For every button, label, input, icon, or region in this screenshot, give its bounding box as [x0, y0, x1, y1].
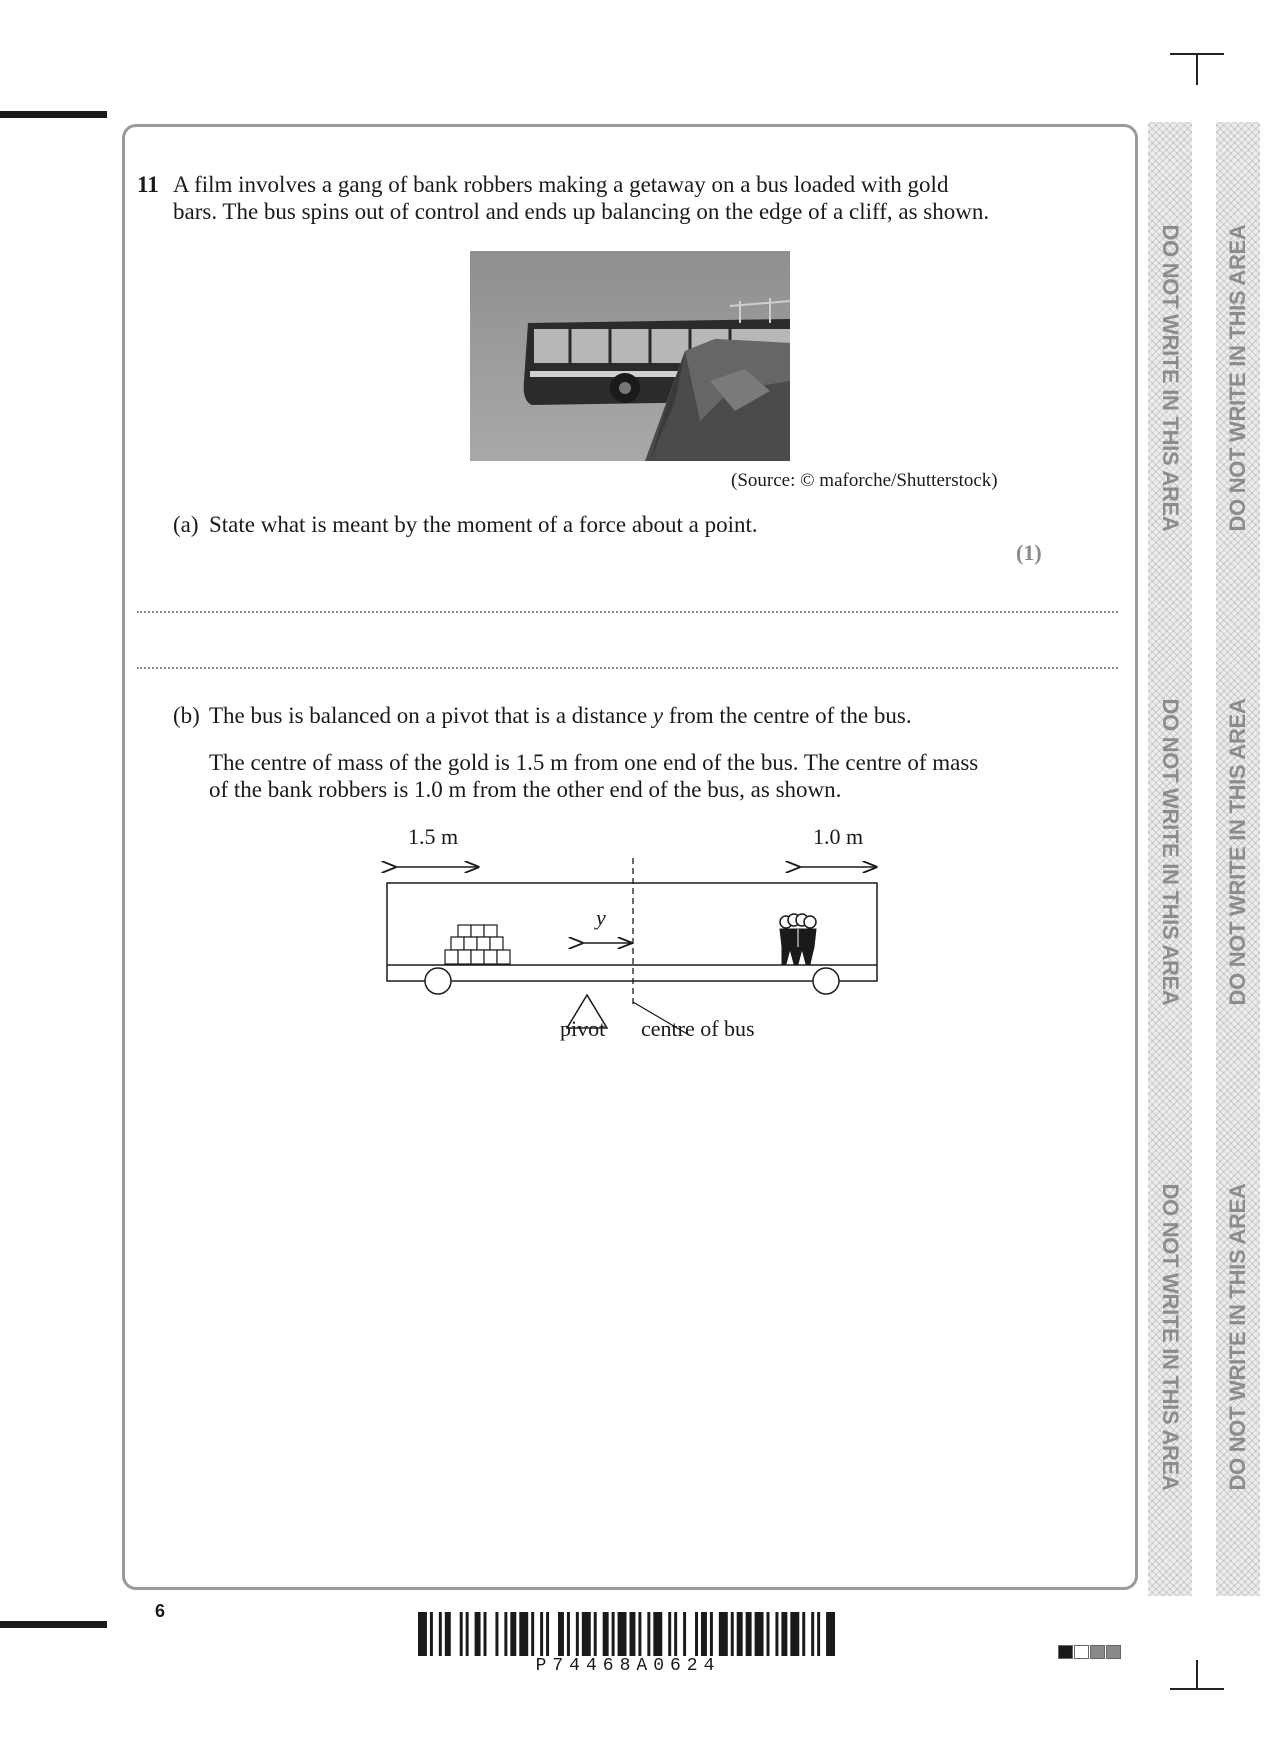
side-warning: DO NOT WRITE IN THIS AREA: [1225, 224, 1250, 532]
barcode-bar: [558, 1612, 564, 1656]
side-warning: DO NOT WRITE IN THIS AREA: [1158, 698, 1183, 1006]
part-b-para-line2: of the bank robbers is 1.0 m from the other end of the bus, as shown.: [209, 777, 842, 802]
barcode-bar: [576, 1612, 579, 1656]
barcode-bar: [629, 1612, 635, 1656]
wheel-right: [813, 968, 839, 994]
barcode-bar: [781, 1612, 787, 1656]
side-warning: DO NOT WRITE IN THIS AREA: [1158, 224, 1183, 532]
answer-line[interactable]: [137, 667, 1118, 669]
side-warning: DO NOT WRITE IN THIS AREA: [1158, 1183, 1183, 1491]
barcode-bar: [746, 1612, 752, 1656]
barcode-bar: [594, 1612, 597, 1656]
barcode-bar: [710, 1612, 713, 1656]
barcode-bar: [546, 1612, 549, 1656]
y-label: y: [596, 905, 606, 930]
margin-tab-top: [0, 111, 107, 118]
barcode-bar: [826, 1612, 835, 1656]
gold-bars: [445, 925, 510, 964]
barcode-bar: [811, 1612, 814, 1656]
crop-mark: [1196, 1660, 1198, 1690]
barcode-bar: [695, 1612, 698, 1656]
crop-mark: [1196, 53, 1198, 85]
part-b-variable: y: [652, 703, 664, 728]
barcode-bar: [418, 1612, 427, 1656]
barcode-bar: [767, 1612, 770, 1656]
barcode-bar: [701, 1612, 707, 1656]
barcode-bar: [531, 1612, 534, 1656]
barcode-bar: [504, 1612, 507, 1656]
barcode-bar: [802, 1612, 805, 1656]
barcode-bar: [755, 1612, 764, 1656]
barcode-bar: [638, 1612, 641, 1656]
barcode-bar: [603, 1612, 609, 1656]
question-intro-line2: bars. The bus spins out of control and ends up balancing on the edge of a cliff, as shown.: [173, 199, 990, 224]
barcode-bar: [790, 1612, 799, 1656]
barcode-bar: [817, 1612, 820, 1656]
barcode: [418, 1612, 838, 1656]
bus-on-cliff-photo: [470, 251, 790, 461]
part-b-text: [209, 702, 912, 729]
side-warning: DO NOT WRITE IN THIS AREA: [1225, 1183, 1250, 1491]
margin-tab-bottom: [0, 1621, 107, 1628]
part-a-text: State what is meant by the moment of a force about a point.: [209, 512, 758, 537]
barcode-bar: [653, 1612, 662, 1656]
barcode-bar: [430, 1612, 433, 1656]
question-number: 11: [137, 172, 159, 197]
barcode-bar: [612, 1612, 615, 1656]
barcode-bar: [475, 1612, 481, 1656]
barcode-bar: [466, 1612, 469, 1656]
barcode-bar: [460, 1612, 463, 1656]
barcode-bar: [519, 1612, 528, 1656]
part-b-para-line1: The centre of mass of the gold is 1.5 m from one end of the bus. The centre of mass: [209, 750, 979, 775]
barcode-bar: [439, 1612, 442, 1656]
part-a-marks: (1): [1016, 540, 1042, 565]
part-b-label: (b): [173, 703, 200, 728]
barcode-bar: [719, 1612, 728, 1656]
barcode-bar: [495, 1612, 498, 1656]
barcode-bar: [484, 1612, 487, 1656]
wheel-left: [425, 968, 451, 994]
side-warning: DO NOT WRITE IN THIS AREA: [1225, 698, 1250, 1006]
part-a-label: (a): [173, 512, 199, 537]
answer-line[interactable]: [137, 611, 1118, 613]
barcode-bar: [683, 1612, 686, 1656]
bus-pivot-diagram: [370, 815, 890, 1045]
centre-of-bus-label: centre of bus: [641, 1016, 755, 1041]
bank-robbers: [780, 914, 816, 964]
page-indicator-blocks: [1058, 1645, 1124, 1660]
barcode-bar: [647, 1612, 650, 1656]
barcode-bar: [540, 1612, 543, 1656]
part-b-text-start: The bus is balanced on a pivot that is a distance: [209, 703, 653, 728]
question-intro-line1: A film involves a gang of bank robbers making a getaway on a bus loaded with gold: [173, 172, 949, 197]
barcode-text: P74468A0624: [535, 1656, 721, 1676]
left-distance-label: 1.5 m: [408, 824, 459, 849]
barcode-bar: [674, 1612, 677, 1656]
barcode-bar: [668, 1612, 671, 1656]
part-b-text-end: from the centre of the bus.: [663, 703, 912, 728]
right-distance-label: 1.0 m: [813, 824, 864, 849]
page-number: 6: [155, 1601, 166, 1621]
pivot-label: pivot: [560, 1016, 606, 1041]
barcode-bar: [775, 1612, 778, 1656]
barcode-bar: [737, 1612, 743, 1656]
barcode-bar: [510, 1612, 516, 1656]
barcode-bar: [445, 1612, 451, 1656]
barcode-bar: [567, 1612, 570, 1656]
barcode-bar: [618, 1612, 627, 1656]
photo-source: (Source: © maforche/Shutterstock): [731, 470, 998, 491]
barcode-bar: [731, 1612, 734, 1656]
barcode-bar: [582, 1612, 591, 1656]
